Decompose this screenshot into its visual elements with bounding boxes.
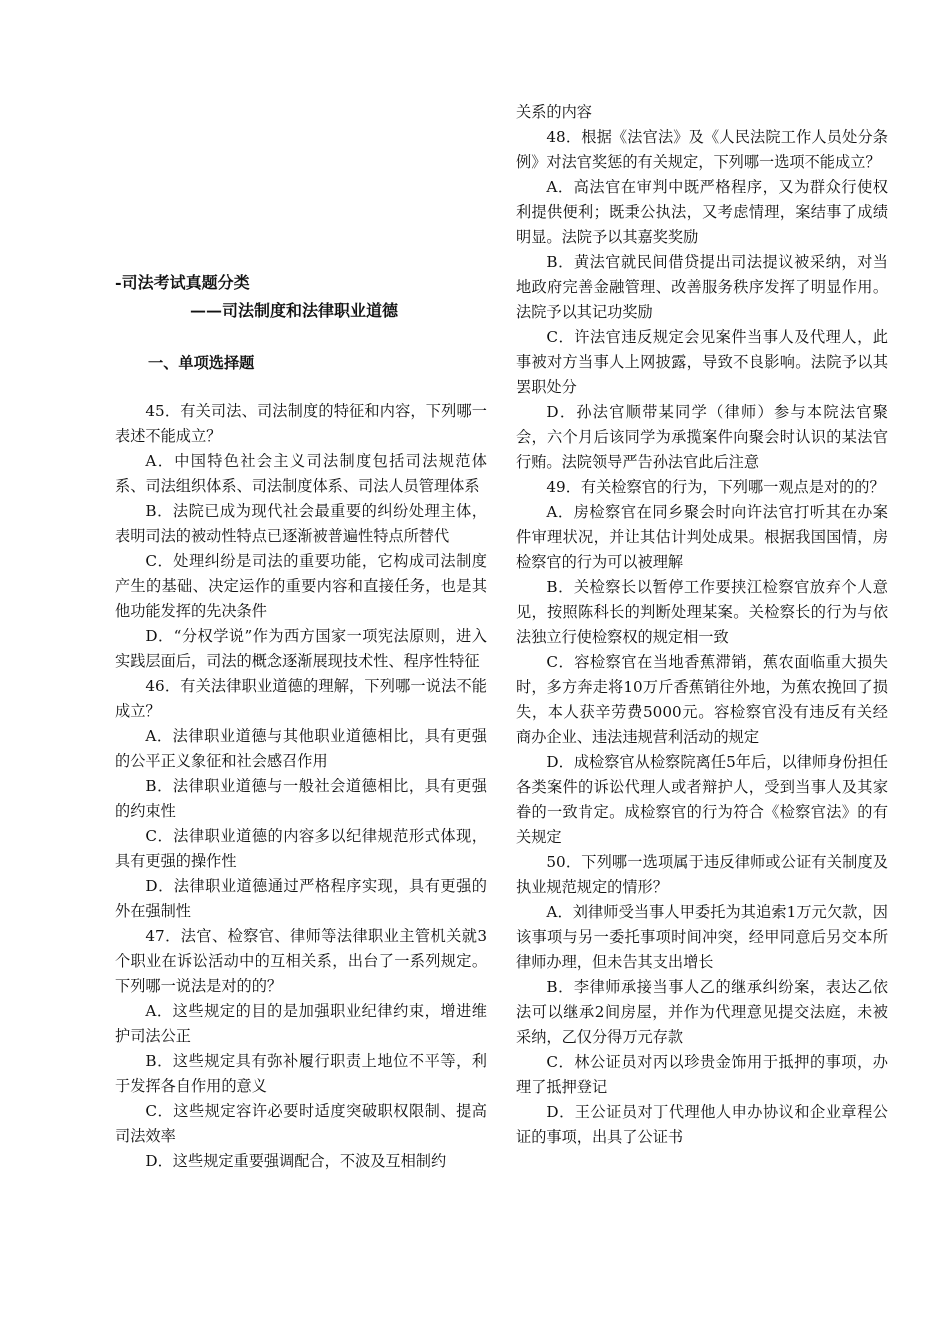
paragraph: C．容检察官在当地香蕉滞销，蕉农面临重大损失时，多方奔走将10万斤香蕉销往外地，为蕉农挽回了损失，本人获辛劳费5000元。容检察官没有违反有关经商办企业、违法违规营利活动的规定 — [516, 653, 888, 746]
paragraph: A．这些规定的目的是加强职业纪律约束，增进维护司法公正 — [115, 1002, 487, 1045]
paragraph: 47．法官、检察官、律师等法律职业主管机关就3个职业在诉讼活动中的互相关系，出台了一系列规定。下列哪一说法是对的的？ — [115, 927, 487, 995]
paragraph: B．法律职业道德与一般社会道德相比，具有更强的约束性 — [115, 777, 487, 820]
paragraph: 45．有关司法、司法制度的特征和内容，下列哪一表述不能成立？ — [115, 402, 487, 445]
right-column — [516, 100, 888, 1150]
paragraph: C．许法官违反规定会见案件当事人及代理人，此事被对方当事人上网披露，导致不良影响。法院予以其罢职处分 — [516, 328, 888, 396]
paragraph: D．王公证员对丁代理他人申办协议和企业章程公证的事项，出具了公证书 — [516, 1103, 888, 1146]
paragraph: B．黄法官就民间借贷提出司法提议被采纳，对当地政府完善金融管理、改善服务秩序发挥了明显作用。法院予以其记功奖励 — [516, 253, 888, 321]
paragraph: D．这些规定重要强调配合，不波及互相制约 — [145, 1152, 447, 1170]
paragraph: 关系的内容 — [516, 103, 592, 121]
paragraph: B．法院已成为现代社会最重要的纠纷处理主体，表明司法的被动性特点已逐渐被普遍性特点所替代 — [115, 502, 487, 545]
paragraph: D．法律职业道德通过严格程序实现，具有更强的外在强制性 — [115, 877, 487, 920]
paragraph: 46．有关法律职业道德的理解，下列哪一说法不能成立？ — [115, 677, 487, 720]
paragraph: A．刘律师受当事人甲委托为其追索1万元欠款，因该事项与另一委托事项时间冲突，经甲同意后另交本所律师办理，但未告其支出增长 — [516, 903, 888, 971]
paragraph: C．法律职业道德的内容多以纪律规范形式体现，具有更强的操作性 — [115, 827, 487, 870]
paragraph: A．法律职业道德与其他职业道德相比，具有更强的公平正义象征和社会感召作用 — [115, 727, 487, 770]
left-column — [115, 399, 487, 1174]
paragraph: 49．有关检察官的行为，下列哪一观点是对的的？ — [546, 478, 885, 496]
paragraph: B．这些规定具有弥补履行职责上地位不平等，利于发挥各自作用的意义 — [115, 1052, 487, 1095]
paragraph: D．“分权学说”作为西方国家一项宪法原则，进入实践层面后，司法的概念逐渐展现技术性、程序性特征 — [115, 627, 487, 670]
paragraph: 50．下列哪一选项属于违反律师或公证有关制度及执业规范规定的情形？ — [516, 853, 888, 896]
paragraph: D．成检察官从检察院离任5年后，以律师身份担任各类案件的诉讼代理人或者辩护人，受到当事人及其家眷的一致肯定。成检察官的行为符合《检察官法》的有关规定 — [516, 753, 888, 846]
document-subtitle: ——司法制度和法律职业道德 — [190, 301, 399, 320]
paragraph: 48．根据《法官法》及《人民法院工作人员处分条例》对法官奖惩的有关规定，下列哪一选项不能成立？ — [516, 128, 888, 171]
section-heading: 一、单项选择题 — [148, 354, 255, 372]
paragraph: B．关检察长以暂停工作要挟江检察官放弃个人意见，按照陈科长的判断处理某案。关检察长的行为与依法独立行使检察权的规定相一致 — [516, 578, 888, 646]
paragraph: A．高法官在审判中既严格程序，又为群众行使权利提供便利；既秉公执法，又考虑情理，案结事了成绩明显。法院予以其嘉奖奖励 — [516, 178, 888, 246]
paragraph: C．林公证员对丙以珍贵金饰用于抵押的事项，办理了抵押登记 — [516, 1053, 888, 1096]
paragraph: C．处理纠纷是司法的重要功能，它构成司法制度产生的基础、决定运作的重要内容和直接任务，也是其他功能发挥的先决条件 — [115, 552, 487, 620]
paragraph: A．中国特色社会主义司法制度包括司法规范体系、司法组织体系、司法制度体系、司法人员管理体系 — [115, 452, 487, 495]
paragraph: D．孙法官顺带某同学（律师）参与本院法官聚会，六个月后该同学为承揽案件向聚会时认识的某法官行贿。法院领导严告孙法官此后注意 — [516, 403, 888, 471]
paragraph: B．李律师承接当事人乙的继承纠纷案，表达乙依法可以继承2间房屋，并作为代理意见提交法庭，未被采纳，乙仅分得万元存款 — [516, 978, 888, 1046]
document-title: -司法考试真题分类 — [115, 273, 250, 292]
paragraph: C．这些规定容许必要时适度突破职权限制、提高司法效率 — [115, 1102, 487, 1145]
paragraph: A．房检察官在同乡聚会时向许法官打听其在办案件审理状况，并让其估计判处成果。根据我国国情，房检察官的行为可以被理解 — [516, 503, 888, 571]
